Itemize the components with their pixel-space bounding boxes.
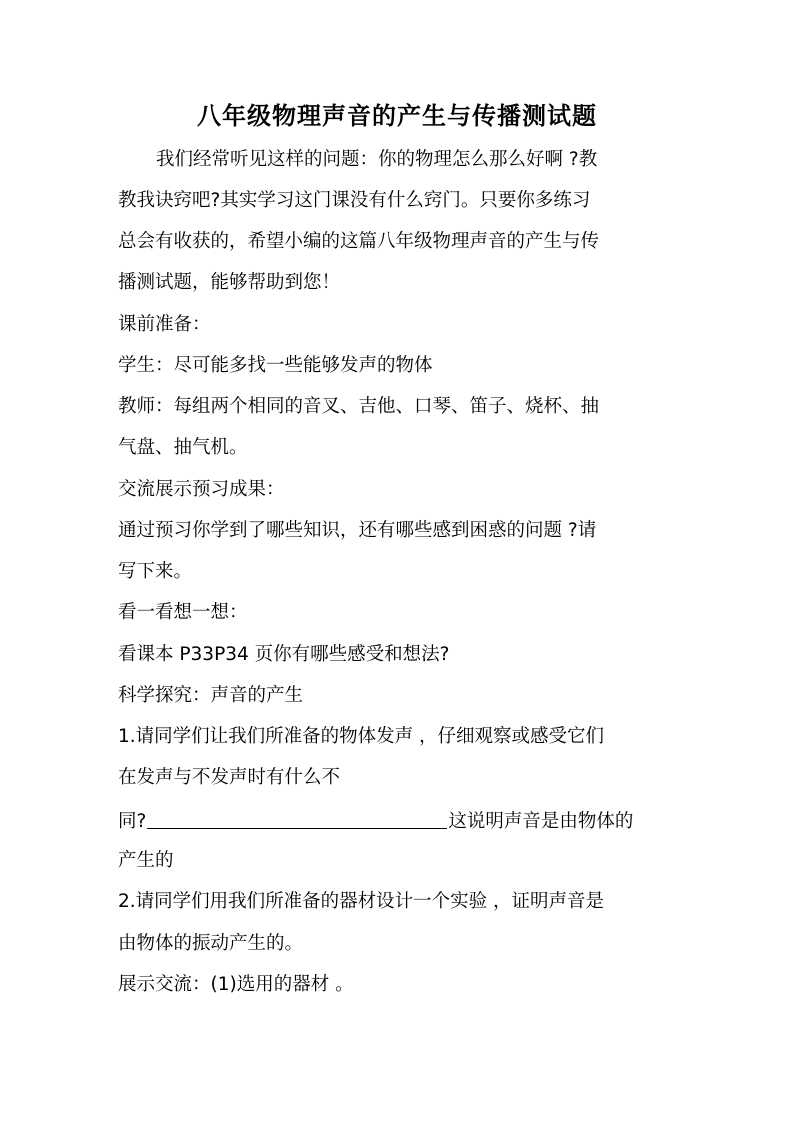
prep-students: 学生：尽可能多找一些能够发声的物体 [118, 355, 433, 376]
intro-line-4: 播测试题，能够帮助到您！ [118, 272, 341, 293]
question-1-line-3 [118, 808, 678, 834]
question-1-line-1: 1.请同学们让我们所准备的物体发声 ，仔细观察或感受它们 [118, 726, 605, 747]
question-2-line-2: 由物体的振动产生的。 [118, 933, 304, 954]
question-1-suffix: 这说明声音是由物体的 [448, 811, 634, 832]
look-text: 看课本 P33P34 页你有哪些感受和想法? [118, 644, 450, 665]
exchange-heading: 交流展示预习成果： [118, 479, 285, 500]
prep-teacher-line-2: 气盘、抽气机。 [118, 437, 248, 458]
intro-line-3: 总会有收获的，希望小编的这篇八年级物理声音的产生与传 [118, 231, 600, 252]
exchange-line-2: 写下来。 [118, 561, 193, 582]
intro-line-2: 教我诀窍吧?其实学习这门课没有什么窍门。只要你多练习 [118, 190, 591, 211]
question-1-line-2: 在发声与不发声时有什么不 [118, 767, 341, 788]
show-exchange: 展示交流：(1)选用的器材 。 [118, 974, 354, 995]
answer-blank [147, 808, 447, 829]
question-2-line-1: 2.请同学们用我们所准备的器材设计一个实验 ，证明声音是 [118, 891, 605, 912]
prep-heading: 课前准备： [118, 314, 211, 335]
page-title: 八年级物理声音的产生与传播测试题 [197, 101, 597, 130]
prep-teacher-line-1: 教师：每组两个相同的音叉、吉他、口琴、笛子、烧杯、抽 [118, 396, 600, 417]
question-1-line-4: 产生的 [118, 850, 174, 871]
exchange-line-1: 通过预习你学到了哪些知识，还有哪些感到困惑的问题 ?请 [118, 520, 597, 541]
question-1-prefix: 同? [118, 811, 147, 832]
intro-line-1: 我们经常听见这样的问题：你的物理怎么那么好啊 ?教 [156, 149, 598, 170]
inquiry-heading: 科学探究：声音的产生 [118, 685, 304, 706]
look-heading: 看一看想一想： [118, 602, 248, 623]
